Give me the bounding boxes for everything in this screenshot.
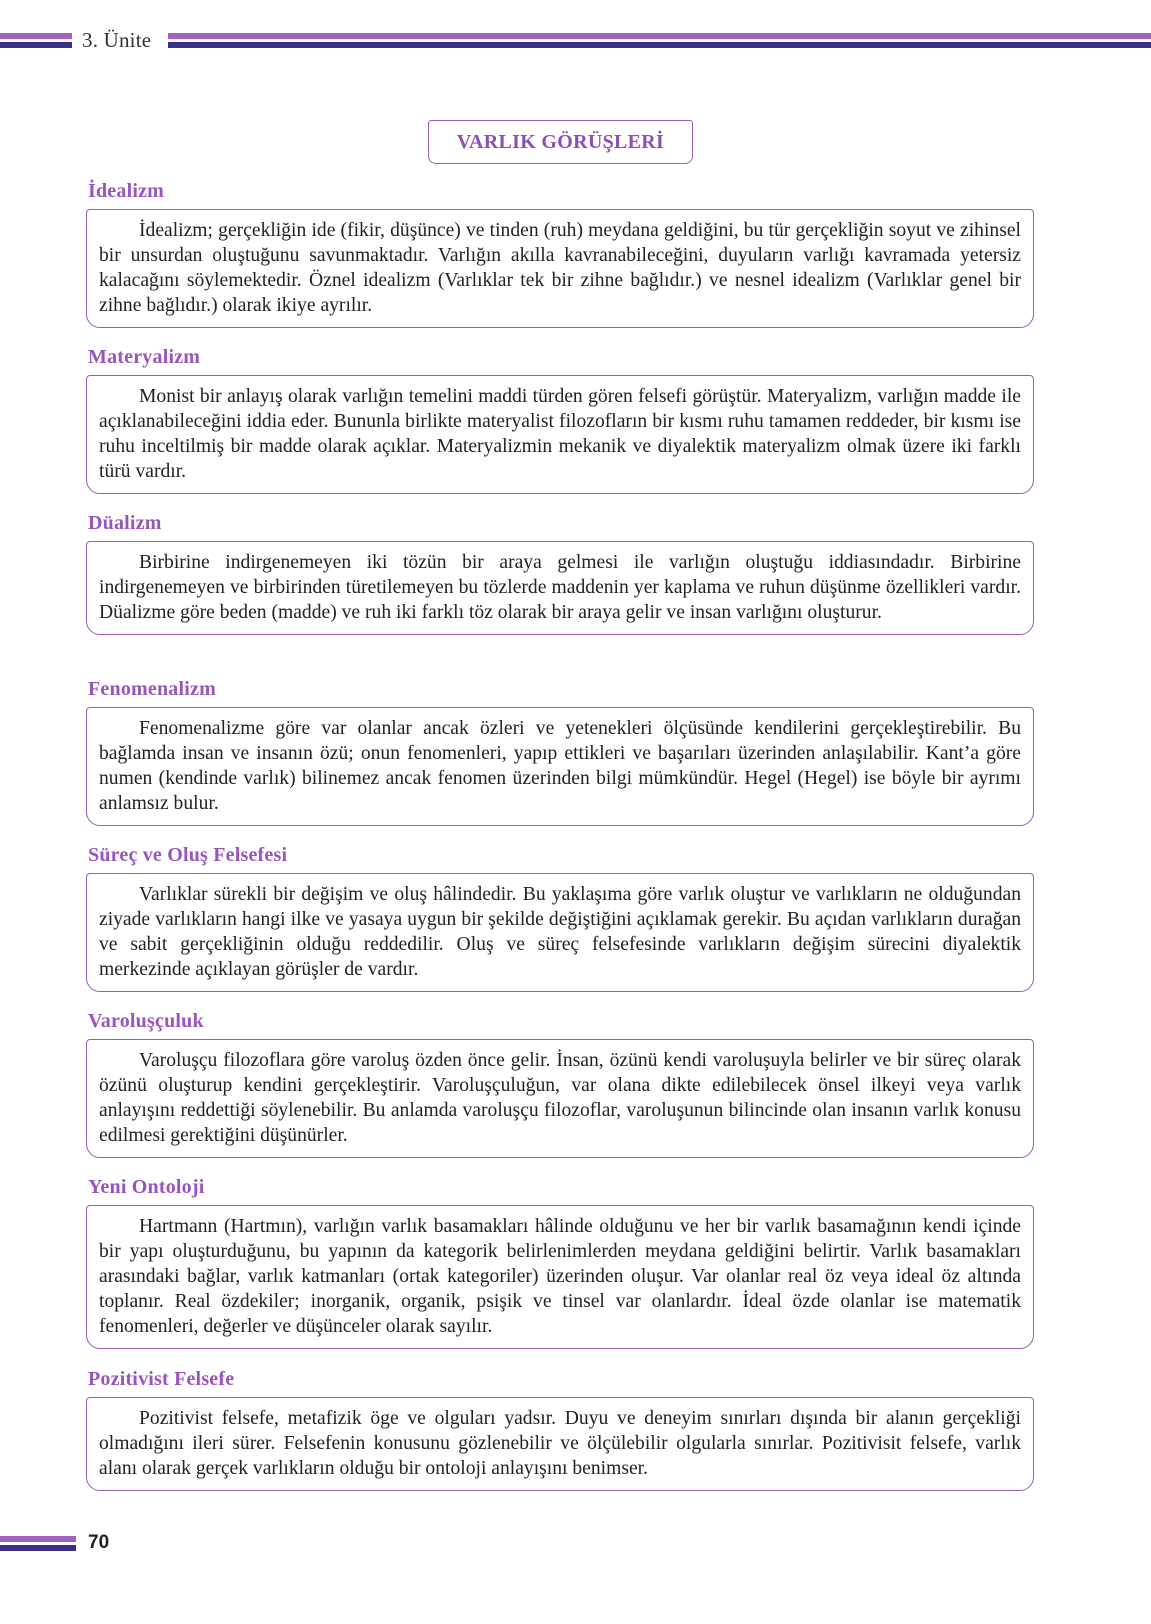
section-heading: Düalizm — [88, 512, 162, 534]
section-text: Birbirine indirgenemeyen iki tözün bir araya gelmesi ile varlığın oluştuğu iddiasındadır. Birbirine indirgenemeyen ve birbirinden türetilemeyen bu tözlerde maddenin yer kaplama ve ruhun düşünme özellikleri vardır. Düalizme göre beden (madde) ve ruh iki farklı töz olarak bir araya gelir ve insan varlığını oluşturur. — [99, 552, 1021, 623]
section-fenomenalizm — [86, 678, 1034, 826]
section-box — [86, 707, 1034, 826]
section-materyalizm — [86, 346, 1034, 494]
section-heading: Pozitivist Felsefe — [88, 1368, 235, 1390]
section-text: Hartmann (Hartmın), varlığın varlık basamakları hâlinde olduğunu ve her bir varlık basamağının kendi içinde bir yapı oluşturduğunu, bu yapının da kategorik belirlenimlerden meydana geldiğini belirtir. Varlık basamakları arasındaki bağlar, varlık katmanları (ortak kategoriler) üzerinden oluşur. Var olanlar real öz veya ideal öz altında toplanır. Real özdekiler; inorganik, organik, psişik ve tinsel var olanlardır. İdeal özde olanlar ise matematik fenomenleri, değerler ve düşünceler olarak sayılır. — [99, 1216, 1021, 1337]
section-heading: Fenomenalizm — [88, 678, 216, 700]
section-text: Pozitivist felsefe, metafizik öge ve olguları yadsır. Duyu ve deneyim sınırları dışında bir alanın gerçekliği olmadığını ileri sürer. Felsefenin konusunu gözlenebilir ve ölçülebilir olgularla sınırlar. Pozitivisit felsefe, varlık alanı olarak gerçek varlıkların olduğu bir ontoloji anlayışını benimser. — [99, 1408, 1021, 1479]
section-heading: Varoluşçuluk — [88, 1010, 204, 1032]
section-idealizm — [86, 180, 1034, 328]
section-pozitivist-felsefe — [86, 1368, 1034, 1491]
section-box — [86, 1039, 1034, 1158]
section-varoluculuk — [86, 1010, 1034, 1158]
section-text: Varoluşçu filozoflara göre varoluş özden önce gelir. İnsan, özünü kendi varoluşuyla belirler ve bir süreç olarak özünü oluşturup kendini gerçekleştirir. Varoluşçuluğun, var olana dikte edilebilecek önsel ilkeyi veya varlık anlayışını reddettiği söylenebilir. Bu anlamda varoluşçu filozoflar, varoluşunun bilincinde olan insanın varlık konusu edilmesi gerektiğini düşünürler. — [99, 1050, 1021, 1146]
section-heading: Materyalizm — [88, 346, 201, 368]
section-text: Fenomenalizme göre var olanlar ancak özleri ve yetenekleri ölçüsünde kendilerini gerçekleştirebilir. Bu bağlamda insan ve insanın özü; onun fenomenleri, yapıp ettikleri ve başarıları üzerinden anlaşılabilir. Kant’a göre numen (kendinde varlık) bilinemez ancak fenomen üzerinden bilgi mümkündür. Hegel (Hegel) ise böyle bir ayrımı anlamsız bulur. — [99, 718, 1021, 814]
section-dualizm — [86, 512, 1034, 635]
section-text: Varlıklar sürekli bir değişim ve oluş hâlindedir. Bu yaklaşıma göre varlık oluştur ve varlıkların ne olduğundan ziyade varlıkların hangi ilke ve yasaya uygun bir şekilde değiştiğini açıklamak gerekir. Bu açıdan varlıkların durağan ve sabit gerçekliğinin olduğu reddedilir. Oluş ve süreç felsefesinde varlıkların değişim sürecini diyalektik merkezinde açıklayan görüşler de vardır. — [99, 884, 1021, 980]
page-number: 70 — [88, 1532, 110, 1553]
section-box — [86, 1205, 1034, 1349]
section-box — [86, 873, 1034, 992]
header-stripes-left — [0, 33, 72, 48]
section-text: İdealizm; gerçekliğin ide (fikir, düşünce) ve tinden (ruh) meydana geldiğini, bu tür gerçekliğin soyut ve zihinsel bir unsurdan oluştuğunu savunmaktadır. Varlığın akılla kavranabileceğini, duyuların varlığı kavramada yetersiz kalacağını söylemektedir. Öznel idealizm (Varlıklar tek bir zihne bağlıdır.) ve nesnel idealizm (Varlıklar genel bir zihne bağlıdır.) olarak ikiye ayrılır. — [99, 220, 1021, 316]
page-title: VARLIK GÖRÜŞLERİ — [428, 120, 693, 164]
footer-stripes — [0, 1536, 76, 1551]
section-heading: Süreç ve Oluş Felsefesi — [88, 844, 288, 866]
section-yeni-ontoloji — [86, 1176, 1034, 1349]
section-text: Monist bir anlayış olarak varlığın temelini maddi türden gören felsefi görüştür. Materyalizm, varlığın madde ile açıklanabileceğini iddia eder. Bununla birlikte materyalist filozofların bir kısmı ruhu tamamen reddeder, bir kısmı ise ruhu inceltilmiş bir madde olarak açıklar. Materyalizmin mekanik ve diyalektik materyalizm olmak üzere iki farklı türü vardır. — [99, 386, 1021, 482]
unit-label: 3. Ünite — [82, 28, 152, 52]
section-box — [86, 1397, 1034, 1491]
section-box — [86, 375, 1034, 494]
section-surec-ve-olus — [86, 844, 1034, 992]
header-stripes-right — [168, 33, 1151, 48]
section-heading: Yeni Ontoloji — [88, 1176, 205, 1198]
section-box — [86, 209, 1034, 328]
section-heading: İdealizm — [88, 180, 165, 202]
section-box — [86, 541, 1034, 635]
